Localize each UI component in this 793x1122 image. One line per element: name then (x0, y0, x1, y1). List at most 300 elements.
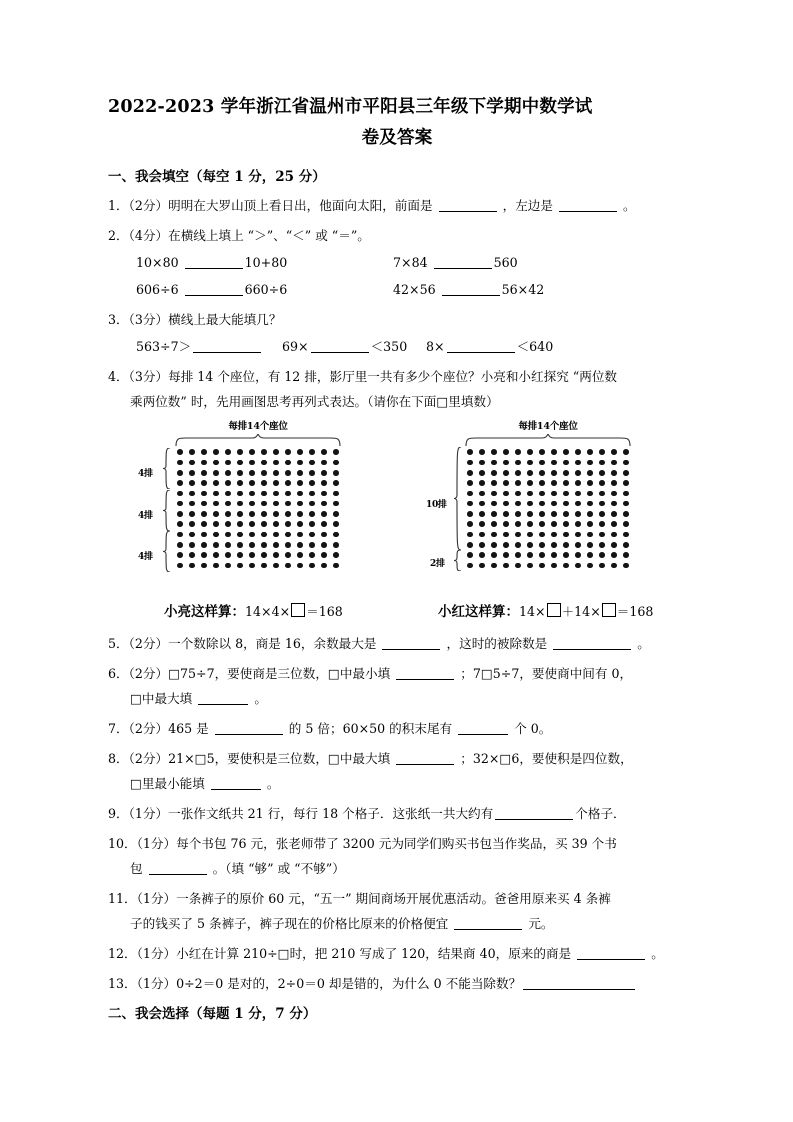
question-8-line-2 (108, 771, 686, 796)
dot (285, 532, 291, 538)
dot (491, 491, 497, 497)
dot (249, 470, 255, 476)
dot (479, 532, 485, 538)
dot (563, 511, 569, 517)
dot (261, 542, 267, 548)
question-6-line-2 (108, 686, 686, 711)
title-line-1: 2022-2023 学年浙江省温州市平阳县三年级下学期中数学试 (108, 97, 593, 117)
dot (539, 480, 545, 486)
question-2-blank-4[interactable] (442, 282, 500, 296)
question-7-body (108, 716, 686, 741)
question-5-blank-1[interactable] (382, 636, 440, 650)
top-brace-icon (174, 434, 342, 446)
dot (177, 542, 183, 548)
dot (297, 521, 303, 527)
question-4-formulas (108, 602, 686, 626)
dot (611, 491, 617, 497)
question-3-blank-3[interactable] (447, 339, 515, 353)
dot (297, 542, 303, 548)
dot (297, 449, 303, 455)
dot (321, 480, 327, 486)
dot (587, 449, 593, 455)
dot (249, 491, 255, 497)
question-7 (108, 716, 686, 741)
dot (599, 460, 605, 466)
dot (333, 449, 339, 455)
dot (333, 521, 339, 527)
dot (515, 532, 521, 538)
dot (611, 501, 617, 507)
dot (297, 563, 303, 569)
dot (249, 521, 255, 527)
dot (563, 552, 569, 558)
dot (539, 449, 545, 455)
dot (467, 532, 473, 538)
dot (201, 563, 207, 569)
formula-xiaoliang-answer-box[interactable] (291, 603, 305, 617)
dot (479, 501, 485, 507)
dot (261, 460, 267, 466)
dot (261, 449, 267, 455)
question-9-body (108, 801, 686, 826)
dot (309, 521, 315, 527)
dot (515, 449, 521, 455)
question-8-line-1 (108, 746, 686, 771)
dot (563, 521, 569, 527)
dot (467, 449, 473, 455)
dot (297, 480, 303, 486)
question-7-blank-2[interactable] (458, 721, 508, 735)
dot (261, 511, 267, 517)
dot (213, 501, 219, 507)
question-3-item-3 (426, 334, 553, 359)
question-12-blank-1[interactable] (577, 946, 645, 960)
dot (285, 470, 291, 476)
question-5-blank-2[interactable] (553, 636, 631, 650)
question-5-text-b: ，这时的被除数是 (446, 636, 548, 651)
left-brace-icon-1 (163, 448, 171, 489)
dot (189, 480, 195, 486)
left-brace-icon-2rows (454, 550, 462, 571)
question-1-blank-2[interactable] (559, 198, 617, 212)
dot (491, 511, 497, 517)
dot (249, 449, 255, 455)
dot (201, 491, 207, 497)
question-2-pair-3-right: 660÷6 (244, 282, 288, 297)
dot (321, 470, 327, 476)
dot (321, 542, 327, 548)
dot (309, 501, 315, 507)
dot (309, 470, 315, 476)
dot (503, 563, 509, 569)
dot (611, 460, 617, 466)
dot (611, 521, 617, 527)
dot (491, 563, 497, 569)
figure-xiaohong-row-label-2: 2排 (430, 559, 445, 569)
dot (611, 449, 617, 455)
dot (225, 542, 231, 548)
dot (225, 460, 231, 466)
question-2-pair-1-left: 10×80 (136, 255, 179, 270)
dot (587, 511, 593, 517)
left-brace-icon-10rows (454, 447, 462, 550)
dot (575, 449, 581, 455)
dot (273, 552, 279, 558)
dot (551, 563, 557, 569)
dot (467, 552, 473, 558)
formula-xiaohong-answer-box-1[interactable] (547, 603, 561, 617)
dot (503, 511, 509, 517)
dot (563, 491, 569, 497)
dot (599, 511, 605, 517)
dot (321, 460, 327, 466)
question-4-figures (108, 420, 686, 598)
dot (515, 480, 521, 486)
question-3-blank-2[interactable] (311, 339, 369, 353)
dot (503, 460, 509, 466)
dot (587, 480, 593, 486)
question-10-blank-1[interactable] (149, 861, 207, 875)
dot (479, 460, 485, 466)
dot (249, 563, 255, 569)
dot (189, 460, 195, 466)
dot (177, 501, 183, 507)
dot (575, 460, 581, 466)
dot (201, 521, 207, 527)
dot (237, 491, 243, 497)
dot (237, 511, 243, 517)
dot (237, 470, 243, 476)
dot (333, 501, 339, 507)
dot (527, 460, 533, 466)
dot (309, 460, 315, 466)
dot (515, 511, 521, 517)
dot (213, 480, 219, 486)
dot (321, 501, 327, 507)
dot (285, 552, 291, 558)
dot (189, 563, 195, 569)
dot (213, 449, 219, 455)
figure-xiaohong (426, 420, 646, 573)
dot (491, 480, 497, 486)
dot (479, 480, 485, 486)
question-6 (108, 661, 686, 711)
question-6-text-b: ；7□5÷7，要使商中间有 0， (460, 666, 633, 681)
dot (539, 552, 545, 558)
question-2-row-1 (108, 250, 686, 275)
dot (599, 480, 605, 486)
dot (563, 470, 569, 476)
question-5-text-c: 。 (637, 636, 650, 651)
figure-xiaoliang (136, 420, 356, 573)
dot (213, 511, 219, 517)
dot (297, 552, 303, 558)
question-10-text-a: 包 (130, 861, 143, 876)
dot (249, 532, 255, 538)
dot (575, 470, 581, 476)
question-13-body (108, 971, 686, 996)
dot (261, 491, 267, 497)
question-8-blank-1[interactable] (396, 751, 454, 765)
dot (237, 542, 243, 548)
dot (261, 480, 267, 486)
dot (321, 491, 327, 497)
dot (273, 532, 279, 538)
question-13-blank-1[interactable] (523, 976, 635, 990)
dot (237, 521, 243, 527)
question-2-pair-2 (393, 250, 518, 275)
dot (587, 491, 593, 497)
dot (539, 511, 545, 517)
dot (213, 470, 219, 476)
dot (491, 521, 497, 527)
dot (467, 511, 473, 517)
dot (479, 511, 485, 517)
question-2-blank-1[interactable] (185, 255, 243, 269)
question-1-text-b: ，左边是 (502, 198, 553, 213)
dot (587, 542, 593, 548)
dot (273, 449, 279, 455)
question-12-text-b: 。 (651, 946, 664, 961)
formula-xiaohong-label: 小红这样算： (438, 604, 519, 620)
dot (177, 460, 183, 466)
question-6-blank-2[interactable] (198, 691, 248, 705)
dot (249, 480, 255, 486)
question-8-text-a: 8．（2分）21×□5，要使积是三位数，□中最大填 (108, 751, 391, 766)
dotgrid-12x14 (174, 447, 342, 571)
dot (213, 552, 219, 558)
question-4-line-2: 乘两位数” 时，先用画图思考再列式表达。（请你在下面□里填数） (130, 394, 499, 409)
question-9-blank-1[interactable] (495, 806, 573, 820)
question-13-text-a: 13．（1分）0÷2＝0 是对的，2÷0＝0 却是错的，为什么 0 不能当除数？ (108, 976, 522, 991)
dot (273, 501, 279, 507)
dot (539, 542, 545, 548)
question-8 (108, 746, 686, 796)
dot (611, 480, 617, 486)
dot (587, 470, 593, 476)
dot (333, 542, 339, 548)
dot (611, 552, 617, 558)
question-1-body (108, 193, 686, 218)
dot (189, 470, 195, 476)
question-1-text-a: 1．（2分）明明在大罗山顶上看日出，他面向太阳，前面是 (108, 198, 433, 213)
question-1-blank-1[interactable] (439, 198, 497, 212)
question-11-blank-1[interactable] (454, 916, 522, 930)
dot (333, 480, 339, 486)
dot (189, 511, 195, 517)
dot (623, 552, 629, 558)
dot (575, 480, 581, 486)
dot (575, 552, 581, 558)
question-8-blank-2[interactable] (211, 776, 261, 790)
question-2-pair-4-left: 42×56 (393, 282, 436, 297)
question-10-line-1: 10．（1分）每个书包 76 元，张老师带了 3200 元为同学们购买书包当作奖品，买 39 个书 (108, 836, 617, 851)
dot (467, 501, 473, 507)
question-3-item-2-pre: 69× (282, 339, 309, 354)
dot (479, 563, 485, 569)
dot (225, 511, 231, 517)
formula-xiaoliang-label: 小亮这样算： (164, 604, 245, 620)
question-3-blank-1[interactable] (193, 339, 261, 353)
dot (623, 563, 629, 569)
dot (551, 460, 557, 466)
dot (309, 563, 315, 569)
dot (225, 470, 231, 476)
dot (539, 460, 545, 466)
dot (623, 501, 629, 507)
dot (515, 552, 521, 558)
dot (491, 542, 497, 548)
question-2-pair-1 (136, 250, 287, 275)
dot (527, 470, 533, 476)
dot (225, 521, 231, 527)
dot (527, 480, 533, 486)
dot (515, 563, 521, 569)
formula-xiaohong-answer-box-2[interactable] (602, 603, 616, 617)
figure-xiaohong-caption: 每排14个座位 (518, 421, 578, 432)
dot (189, 491, 195, 497)
dot (551, 449, 557, 455)
dot (563, 460, 569, 466)
dot (237, 552, 243, 558)
dot (539, 521, 545, 527)
dot (297, 532, 303, 538)
dot (527, 501, 533, 507)
dot (297, 470, 303, 476)
question-7-text-a: 7．（2分）465 是 (108, 721, 209, 736)
dot (623, 521, 629, 527)
dot (333, 563, 339, 569)
dot (297, 460, 303, 466)
figure-xiaohong-dotgrid (464, 447, 632, 571)
dot (467, 460, 473, 466)
dot (587, 532, 593, 538)
dot (213, 532, 219, 538)
dot (261, 501, 267, 507)
dot (237, 460, 243, 466)
dot (189, 521, 195, 527)
dot (333, 460, 339, 466)
dot (297, 511, 303, 517)
dot (285, 521, 291, 527)
dot (249, 460, 255, 466)
question-2-pair-2-right: 560 (493, 255, 518, 270)
figure-xiaoliang-dotgrid (174, 447, 342, 571)
question-7-text-b: 的 5 倍；60×50 的积末尾有 (288, 721, 453, 736)
dot (201, 449, 207, 455)
dot (321, 552, 327, 558)
dot (539, 470, 545, 476)
dot (563, 501, 569, 507)
dot (201, 552, 207, 558)
question-11-line-1: 11．（1分）一条裤子的原价 60 元，“五一” 期间商场开展优惠活动。爸爸用原来买 4 条裤 (108, 891, 611, 906)
dot (503, 542, 509, 548)
dot (467, 542, 473, 548)
dot (551, 501, 557, 507)
dot (575, 491, 581, 497)
dot (539, 532, 545, 538)
question-2-pair-3-left: 606÷6 (136, 282, 179, 297)
dot (515, 470, 521, 476)
dot (503, 480, 509, 486)
dot (515, 491, 521, 497)
dot (333, 532, 339, 538)
dot (491, 532, 497, 538)
dot (261, 532, 267, 538)
figure-xiaoliang-row-label-2: 4排 (138, 511, 153, 521)
figure-xiaohong-row-label-1: 10排 (426, 500, 447, 510)
figure-xiaohong-body (426, 433, 646, 573)
dot (285, 563, 291, 569)
dot (623, 470, 629, 476)
dot (563, 563, 569, 569)
dot (527, 542, 533, 548)
dot (551, 511, 557, 517)
dot (575, 511, 581, 517)
dot (273, 563, 279, 569)
question-2-blank-2[interactable] (434, 255, 492, 269)
question-2-blank-3[interactable] (185, 282, 243, 296)
dot (309, 491, 315, 497)
question-11-text-b: 元。 (528, 916, 554, 931)
dot (285, 511, 291, 517)
dot (273, 542, 279, 548)
question-2-pair-4-right: 56×42 (501, 282, 545, 297)
dot (599, 563, 605, 569)
dot (297, 501, 303, 507)
dot (551, 470, 557, 476)
question-11-line-2 (108, 911, 686, 936)
dot (515, 460, 521, 466)
dot (225, 563, 231, 569)
question-4-line-1: 4．（3分）每排 14 个座位，有 12 排，影厅里一共有多少个座位？小亮和小红探究 “两位数 (108, 369, 618, 384)
dot (491, 470, 497, 476)
dot (539, 491, 545, 497)
question-6-blank-1[interactable] (396, 666, 454, 680)
dot (467, 470, 473, 476)
dot (551, 532, 557, 538)
dot (285, 491, 291, 497)
question-7-blank-1[interactable] (215, 721, 283, 735)
dot (225, 480, 231, 486)
question-11-text-a: 子的钱买了 5 条裤子，裤子现在的价格比原来的价格便宜 (130, 916, 449, 931)
dot (321, 563, 327, 569)
dot (189, 552, 195, 558)
dot (177, 521, 183, 527)
question-3-item-2-post: ＜350 (370, 339, 408, 354)
dot (321, 449, 327, 455)
question-2-pair-4 (393, 277, 544, 302)
dot (285, 449, 291, 455)
dot (177, 480, 183, 486)
dot (599, 542, 605, 548)
question-12 (108, 941, 686, 966)
dot (527, 563, 533, 569)
dot (189, 532, 195, 538)
dot (599, 532, 605, 538)
question-1-text-c: 。 (623, 198, 636, 213)
dot (273, 521, 279, 527)
figure-xiaoliang-row-label-1: 4排 (138, 469, 153, 479)
dot (479, 470, 485, 476)
dot (225, 449, 231, 455)
dot (587, 521, 593, 527)
dot (177, 563, 183, 569)
dot (563, 542, 569, 548)
dot (599, 449, 605, 455)
dot (177, 532, 183, 538)
dot (249, 542, 255, 548)
